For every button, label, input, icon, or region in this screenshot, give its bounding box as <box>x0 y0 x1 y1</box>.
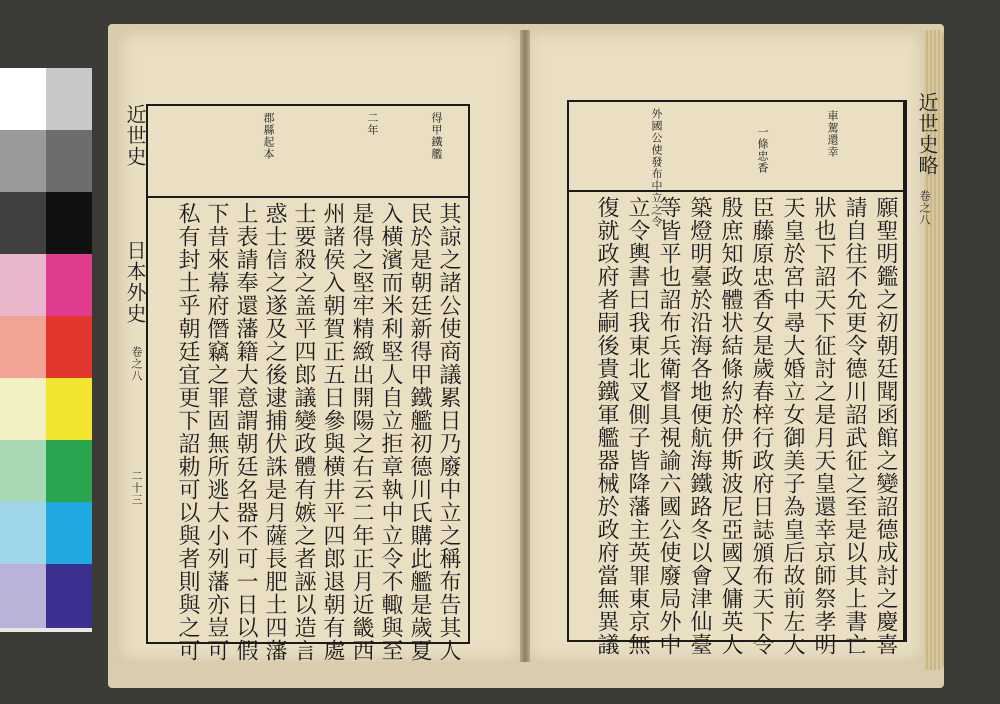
left-margin-subtitle: 日本外史 <box>123 240 147 324</box>
right-page-text-column: 天皇於宮中尋大婚立女御美子為皇后故前左大 <box>780 196 805 656</box>
left-page-text-column: 私有封土乎朝廷宜更下詔勅可以與者則與之可 <box>175 202 200 662</box>
left-header-note-2: 二年 <box>366 112 379 136</box>
color-swatch <box>0 192 46 256</box>
color-swatch <box>46 440 92 504</box>
color-swatch <box>46 192 92 256</box>
color-swatch <box>0 378 46 442</box>
right-page-text-column: 立令輿書曰我東北叉側子皆降藩主英罪東京無 <box>625 196 650 656</box>
color-swatch <box>0 316 46 380</box>
left-page-text-column: 入横濱而米利堅人自立拒章執中立令不輙與至 <box>378 202 403 662</box>
right-page-text-column: 狀也下詔天下征討之是月天皇還幸京師祭孝明 <box>811 196 836 656</box>
color-swatch <box>46 68 92 132</box>
right-page-text-column: 請自往不允更令德川詔武征之至是以其上書亡 <box>842 196 867 656</box>
color-swatch <box>46 316 92 380</box>
color-swatch <box>0 68 46 132</box>
color-swatch <box>46 502 92 566</box>
color-checker-chart <box>0 68 92 632</box>
right-header-note-3: 外國公使發布中立之令 <box>650 108 663 228</box>
right-header-note-1: 車駕還幸 <box>826 110 839 158</box>
left-margin-volume: 卷之八 <box>130 346 143 382</box>
left-page-text-column: 士要殺之盖平四郎議變政體有嫉之者誣以造言 <box>291 202 316 662</box>
right-margin-volume: 卷之八 <box>918 190 931 226</box>
right-page-text-column: 願聖明鑑之初朝廷聞函館之變詔德成討之慶喜 <box>873 196 898 656</box>
left-page-text-column: 上表請奉還藩籍大意謂朝廷名器不可一日以假 <box>233 202 258 662</box>
left-header-note-1: 得甲鐵艦 <box>430 112 443 160</box>
book-gutter <box>520 30 530 662</box>
left-page-text-column: 民於是朝廷新得甲鐵艦初德川氏購此艦是歲夏 <box>407 202 432 662</box>
left-margin-folio: 二十三 <box>130 470 143 506</box>
color-swatch <box>46 378 92 442</box>
left-page-text-column: 是得之堅牢精緻出開陽之右云二年正月近畿西 <box>349 202 374 662</box>
color-swatch <box>46 564 92 628</box>
left-page-text-column: 下昔來幕府僭竊之罪固無所逃大小列藩亦豈可 <box>204 202 229 662</box>
left-page-text-column: 惑士信之遂及之後逮捕伏誅是月薩長肥土四藩 <box>262 202 287 662</box>
color-swatch <box>46 130 92 194</box>
right-page-text-column: 復就政府者嗣後貴鐵軍艦器械於政府當無異議 <box>594 196 619 656</box>
color-swatch <box>0 440 46 504</box>
right-margin-title: 近世史略 <box>915 92 939 176</box>
right-page-text-column: 臣藤原忠香女是歲春梓行政府日誌頒布天下令 <box>749 196 774 656</box>
left-header-rule <box>146 196 468 198</box>
left-page-text-column: 州諸侯入朝賀正五日參與横井平四郎退朝有處 <box>320 202 345 662</box>
left-page-text-column: 其諒之諸公使商議累日乃廢中立之稱布告其人 <box>436 202 461 662</box>
color-swatch <box>0 564 46 628</box>
color-swatch <box>0 130 46 194</box>
right-header-note-2: 一條忠香 <box>756 126 769 174</box>
left-header-note-3: 郡縣起本 <box>262 112 275 160</box>
color-swatch <box>0 502 46 566</box>
color-swatch <box>0 254 46 318</box>
right-page-text-column: 築燈明臺於沿海各地便航海鐵路冬以會津仙臺 <box>687 196 712 656</box>
right-page-text-column: 等皆平也詔布兵衛督具視諭六國公使廢局外中 <box>656 196 681 656</box>
right-page-text-column: 殷庶知政體状結條約於伊斯波尼亞國又傭英人 <box>718 196 743 656</box>
left-margin-title: 近世史 <box>123 104 147 167</box>
color-swatch <box>46 254 92 318</box>
right-header-rule <box>567 190 905 192</box>
right-margin-rule <box>903 100 905 640</box>
